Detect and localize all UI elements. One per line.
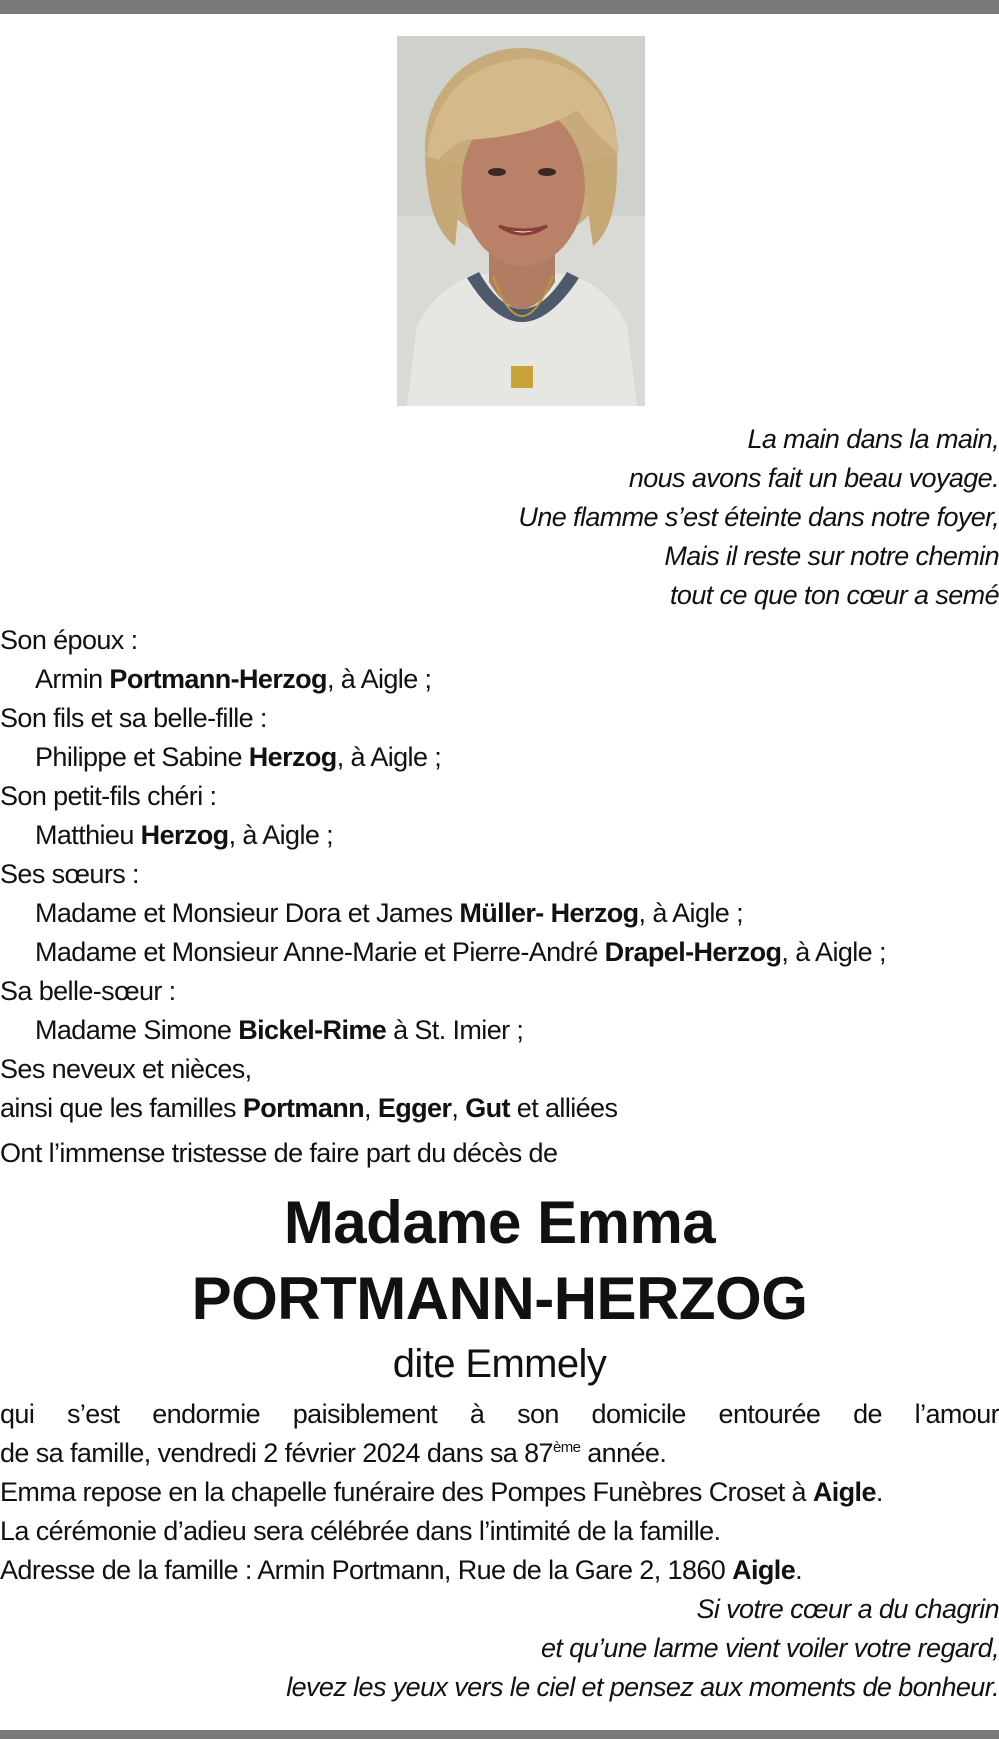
sister-in-law-entry	[0, 1011, 999, 1050]
announcement-intro: Ont l’immense tristesse de faire part du décès de	[0, 1138, 558, 1168]
poem-top	[0, 420, 999, 615]
grandson-label: Son petit-fils chéri :	[0, 781, 217, 811]
place-name: Aigle	[812, 1477, 876, 1507]
son-entry	[0, 738, 999, 777]
entry-text: Philippe et Sabine	[35, 742, 249, 772]
details-text: année.	[580, 1438, 667, 1468]
entry-surname: Drapel-Herzog	[604, 937, 782, 967]
obituary-content	[0, 420, 999, 1707]
details-text: Adresse de la famille : Armin Portmann, Rue de la Gare 2, 1860	[0, 1555, 733, 1585]
ordinal-suffix: ème	[552, 1439, 581, 1456]
poem-top-line: nous avons fait un beau voyage.	[628, 463, 999, 493]
son-label: Son fils et sa belle-fille :	[0, 703, 267, 733]
entry-text: ,	[451, 1093, 466, 1123]
sisters-label: Ses sœurs :	[0, 859, 139, 889]
sister-in-law-label: Sa belle-sœur :	[0, 976, 176, 1006]
family-list	[0, 621, 999, 1128]
poem-top-line: La main dans la main,	[747, 424, 999, 454]
poem-bottom	[0, 1590, 999, 1707]
chapel-line	[0, 1473, 999, 1512]
deceased-name: Madame Emma	[283, 1189, 716, 1256]
details-line-1: qui s’est endormie paisiblement à son domicile entourée de l’amour	[0, 1399, 999, 1429]
entry-surname: Herzog	[248, 742, 337, 772]
entry-text: , à Aigle ;	[781, 937, 886, 967]
entry-text: , à Aigle ;	[228, 820, 334, 850]
spouse-label: Son époux :	[0, 625, 138, 655]
entry-text: , à Aigle ;	[336, 742, 442, 772]
nephews-line: Ses neveux et nièces,	[0, 1054, 252, 1084]
details-text: de sa famille, vendredi 2 février 2024 dans sa 87	[0, 1438, 553, 1468]
families-line	[0, 1089, 999, 1128]
details-text: .	[795, 1555, 803, 1585]
poem-bottom-line: Si votre cœur a du chagrin	[696, 1594, 999, 1624]
entry-text: Armin	[35, 664, 110, 694]
grandson-entry	[0, 816, 999, 855]
sister-entry	[0, 933, 999, 972]
spouse-entry	[0, 660, 999, 699]
details-text: Emma repose en la chapelle funéraire des Pompes Funèbres Croset à	[0, 1477, 813, 1507]
entry-text: ainsi que les familles	[0, 1093, 243, 1123]
entry-text: , à Aigle ;	[326, 664, 432, 694]
top-border-bar	[0, 0, 999, 14]
place-name: Aigle	[732, 1555, 796, 1585]
entry-text: Madame Simone	[35, 1015, 239, 1045]
ceremony-line: La cérémonie d’adieu sera célébrée dans l’intimité de la famille.	[0, 1516, 721, 1546]
poem-top-line: Mais il reste sur notre chemin	[664, 541, 999, 571]
portrait-illustration	[397, 36, 645, 406]
sister-entry	[0, 894, 999, 933]
deceased-surname: PORTMANN-HERZOG	[191, 1265, 808, 1332]
entry-surname: Portmann-Herzog	[109, 664, 327, 694]
entry-surname: Egger	[377, 1093, 452, 1123]
entry-text: Madame et Monsieur Anne-Marie et Pierre-André	[35, 937, 605, 967]
bottom-border-bar	[0, 1730, 999, 1739]
entry-surname: Müller- Herzog	[459, 898, 639, 928]
deceased-nickname: dite Emmely	[392, 1342, 607, 1386]
poem-top-line: tout ce que ton cœur a semé	[670, 580, 999, 610]
entry-text: à St. Imier ;	[386, 1015, 524, 1045]
entry-text: , à Aigle ;	[638, 898, 743, 928]
poem-bottom-line: levez les yeux vers le ciel et pensez aux moments de bonheur.	[286, 1672, 999, 1702]
entry-surname: Herzog	[140, 820, 229, 850]
entry-surname: Gut	[465, 1093, 510, 1123]
poem-top-line: Une flamme s’est éteinte dans notre foyer,	[518, 502, 999, 532]
entry-text: ,	[364, 1093, 378, 1123]
entry-text: Madame et Monsieur Dora et James	[35, 898, 460, 928]
entry-text: Matthieu	[35, 820, 141, 850]
poem-bottom-line: et qu’une larme vient voiler votre regard,	[540, 1633, 999, 1663]
details-line-2	[0, 1434, 999, 1473]
entry-text: et alliées	[509, 1093, 618, 1123]
entry-surname: Bickel-Rime	[238, 1015, 387, 1045]
portrait-photo-icon	[397, 36, 645, 406]
address-line	[0, 1551, 999, 1590]
entry-surname: Portmann	[242, 1093, 365, 1123]
details-text: .	[875, 1477, 883, 1507]
